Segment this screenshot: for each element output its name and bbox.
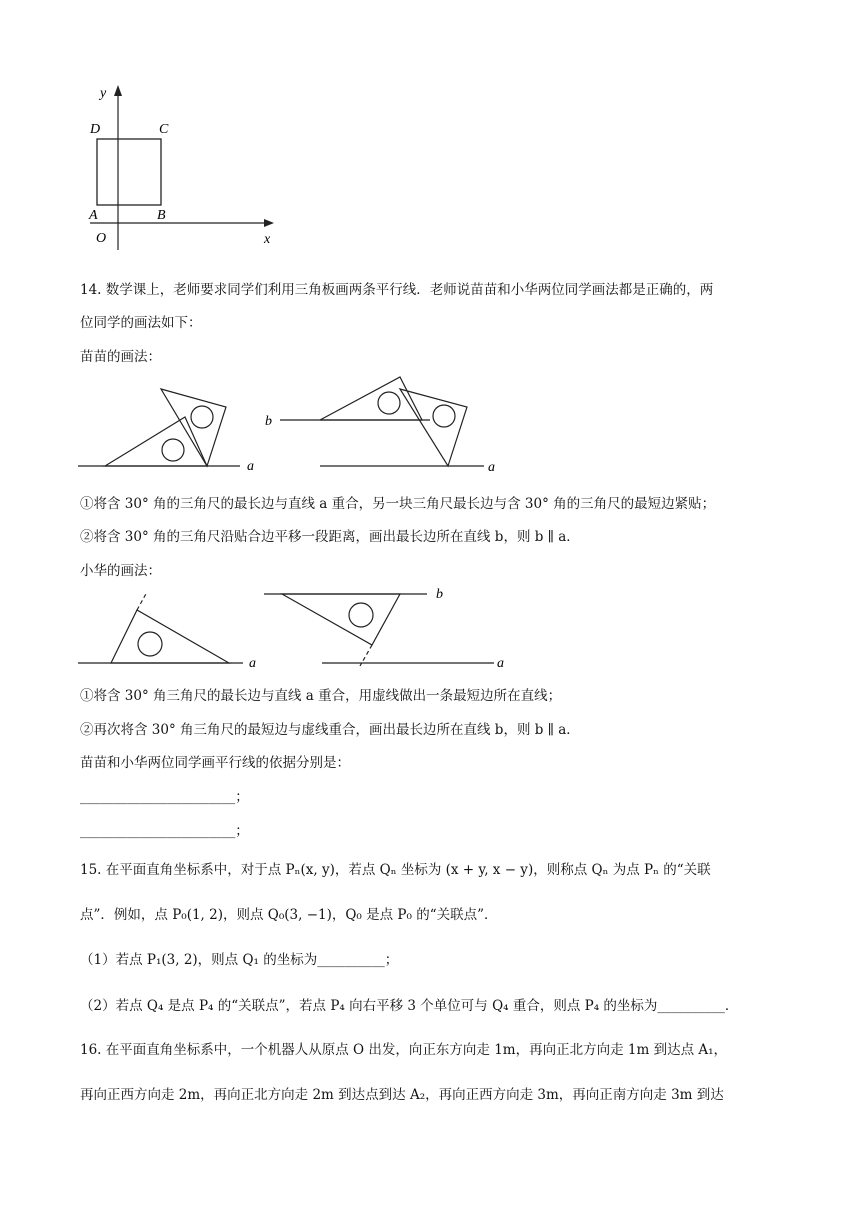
q15-part1: （1）若点 P₁(3, 2)，则点 Q₁ 的坐标为__________； xyxy=(80,952,399,968)
ruler-hole xyxy=(378,392,400,414)
ruler-hole xyxy=(138,632,162,656)
answer-blank-2[interactable]: _______________________； xyxy=(80,823,249,839)
label-o: O xyxy=(96,231,107,246)
triangle-ruler-30 xyxy=(320,377,422,420)
hua-step2: ②再次将含 30° 角三角尺的最短边与虚线重合，画出最长边所在直线 b，则 b ∥ a． xyxy=(80,722,580,738)
label-a: a xyxy=(249,656,256,671)
label-c: C xyxy=(159,122,169,137)
square-axes-figure xyxy=(80,80,280,255)
label-a: A xyxy=(89,208,98,223)
ruler-hole xyxy=(191,406,213,428)
ruler-hole xyxy=(349,603,373,627)
miao-figure-1 xyxy=(75,380,275,480)
miao-step2: ②将含 30° 角的三角尺沿贴合边平移一段距离，画出最长边所在直线 b，则 b ∥ a． xyxy=(80,529,580,545)
q16-line2: 再向正西方向走 2m，再向正北方向走 2m 到达点到达 A₂，再向正西方向走 3m，再向正南方向走 3m 到达 xyxy=(80,1087,724,1103)
miao-figure-2 xyxy=(262,373,507,478)
q14-line1: 14. 数学课上，老师要求同学们利用三角板画两条平行线．老师说苗苗和小华两位同学画法都是正确的，两 xyxy=(80,282,714,298)
miao-title: 苗苗的画法： xyxy=(80,349,161,365)
triangle-ruler-second xyxy=(161,389,226,466)
ruler-hole xyxy=(162,439,184,461)
x-axis-arrow xyxy=(264,219,274,227)
label-b: b xyxy=(265,414,272,429)
label-b: b xyxy=(436,587,443,602)
label-a: a xyxy=(488,460,495,475)
square-abcd xyxy=(97,139,161,205)
hua-step1: ①将含 30° 角三角尺的最长边与直线 a 重合，用虚线做出一条最短边所在直线； xyxy=(80,688,562,704)
hua-figure-1 xyxy=(75,592,275,674)
q15-line2: 点”．例如，点 P₀(1, 2)，则点 Q₀(3, −1)，Q₀ 是点 P₀ 的“关联点”． xyxy=(80,907,498,923)
triangle-ruler-second xyxy=(400,389,467,466)
ruler-hole xyxy=(433,405,455,427)
hua-figure-2 xyxy=(262,583,507,673)
label-a: a xyxy=(497,656,504,671)
triangle-ruler-30 xyxy=(282,594,400,645)
dashed-line xyxy=(137,592,147,610)
label-b: B xyxy=(157,208,166,223)
label-d: D xyxy=(90,122,101,137)
triangle-ruler-30 xyxy=(111,610,229,663)
label-a: a xyxy=(247,459,254,474)
q16-line1: 16. 在平面直角坐标系中，一个机器人从原点 O 出发，向正东方向走 1m，再向正北方向走 1m 到达点 A₁， xyxy=(80,1042,728,1058)
hua-title: 小华的画法： xyxy=(80,563,161,579)
q14-line2: 位同学的画法如下： xyxy=(80,315,202,331)
label-x: x xyxy=(264,232,271,247)
miao-step1: ①将含 30° 角的三角尺的最长边与直线 a 重合，另一块三角尺最长边与含 30° 角的三角尺的最短边紧贴； xyxy=(80,496,716,512)
q15-part2: （2）若点 Q₄ 是点 P₄ 的“关联点”，若点 P₄ 向右平移 3 个单位可与 Q₄ 重合，则点 P₄ 的坐标为__________． xyxy=(80,998,739,1014)
answer-blank-1[interactable]: _______________________； xyxy=(80,789,249,805)
label-y: y xyxy=(100,86,107,101)
basis-question: 苗苗和小华两位同学画平行线的依据分别是： xyxy=(80,755,350,771)
q15-line1: 15. 在平面直角坐标系中，对于点 Pₙ(x, y)，若点 Qₙ 坐标为 (x + y, x − y)，则称点 Qₙ 为点 Pₙ 的“关联 xyxy=(80,862,711,878)
y-axis-arrow xyxy=(114,85,122,96)
